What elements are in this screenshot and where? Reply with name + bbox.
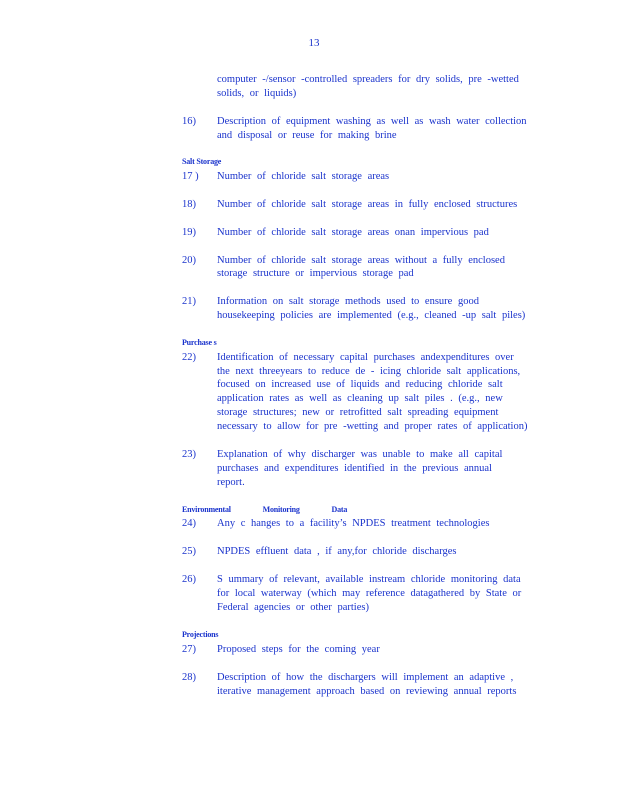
item-26-line-3: Federal agencies or other parties) (217, 602, 369, 613)
item-23-line-2: purchases and expenditures identified in the previous annual (217, 463, 492, 474)
item-number-20: 20) (182, 255, 196, 266)
item-23-line-1: Explanation of why discharger was unable to make all capital (217, 449, 503, 460)
section-heading-salt-storage: Salt Storage (182, 157, 222, 166)
item-22-line-6: necessary to allow for pre -wetting and proper rates of application) (217, 421, 528, 432)
item-26-line-2: for local waterway (which may reference datagathered by State or (217, 588, 522, 599)
item-23-line-3: report. (217, 477, 245, 488)
item-20-line-2: storage structure or impervious storage pad (217, 268, 414, 279)
continuation-line-2: solids, or liquids) (217, 88, 297, 99)
item-26-line-1: S ummary of relevant, available instream chloride monitoring data (217, 574, 521, 585)
item-17-line-1: Number of chloride salt storage areas (217, 171, 390, 182)
section-heading-purchases: Purchase s (182, 338, 217, 347)
item-18-line-1: Number of chloride salt storage areas in fully enclosed structures (217, 199, 518, 210)
item-number-21: 21) (182, 296, 196, 307)
item-number-23: 23) (182, 449, 196, 460)
item-25-line-1: NPDES effluent data , if any,for chloride discharges (217, 546, 457, 557)
item-22-line-5: storage structures; new or retrofitted salt spreading equipment (217, 407, 499, 418)
item-22-line-2: the next threeyears to reduce de - icing chloride salt applications, (217, 366, 521, 377)
item-16-line-2: and disposal or reuse for making brine (217, 130, 397, 141)
item-number-22: 22) (182, 352, 196, 363)
item-27-line-1: Proposed steps for the coming year (217, 644, 380, 655)
item-number-18: 18) (182, 199, 196, 210)
item-22-line-4: application rates as well as cleaning up salt piles . (e.g., new (217, 393, 503, 404)
section-heading-environmental-monitoring-data: Environmental Monitoring Data (182, 505, 348, 514)
item-number-28: 28) (182, 672, 196, 683)
continuation-line-1: computer -/sensor -controlled spreaders for dry solids, pre -wetted (217, 74, 519, 85)
item-20-line-1: Number of chloride salt storage areas without a fully enclosed (217, 255, 505, 266)
item-22-line-1: Identification of necessary capital purchases andexpenditures over (217, 352, 514, 363)
item-number-19: 19) (182, 227, 196, 238)
page-number: 13 (308, 37, 320, 49)
item-28-line-2: iterative management approach based on reviewing annual reports (217, 686, 517, 697)
item-28-line-1: Description of how the dischargers will implement an adaptive , (217, 672, 514, 683)
item-19-line-1: Number of chloride salt storage areas onan impervious pad (217, 227, 489, 238)
item-number-24: 24) (182, 518, 196, 529)
item-number-26: 26) (182, 574, 196, 585)
item-21-line-2: housekeeping policies are implemented (e.g., cleaned -up salt piles) (217, 310, 526, 321)
item-16-line-1: Description of equipment washing as well as wash water collection (217, 116, 527, 127)
item-number-25: 25) (182, 546, 196, 557)
item-number-27: 27) (182, 644, 196, 655)
item-22-line-3: focused on increased use of liquids and reducing chloride salt (217, 379, 503, 390)
section-heading-projections: Projections (182, 630, 219, 639)
item-21-line-1: Information on salt storage methods used to ensure good (217, 296, 479, 307)
item-number-17: 17 ) (182, 171, 199, 182)
item-24-line-1: Any c hanges to a facility’s NPDES treatment technologies (217, 518, 490, 529)
item-number-16: 16) (182, 116, 196, 127)
